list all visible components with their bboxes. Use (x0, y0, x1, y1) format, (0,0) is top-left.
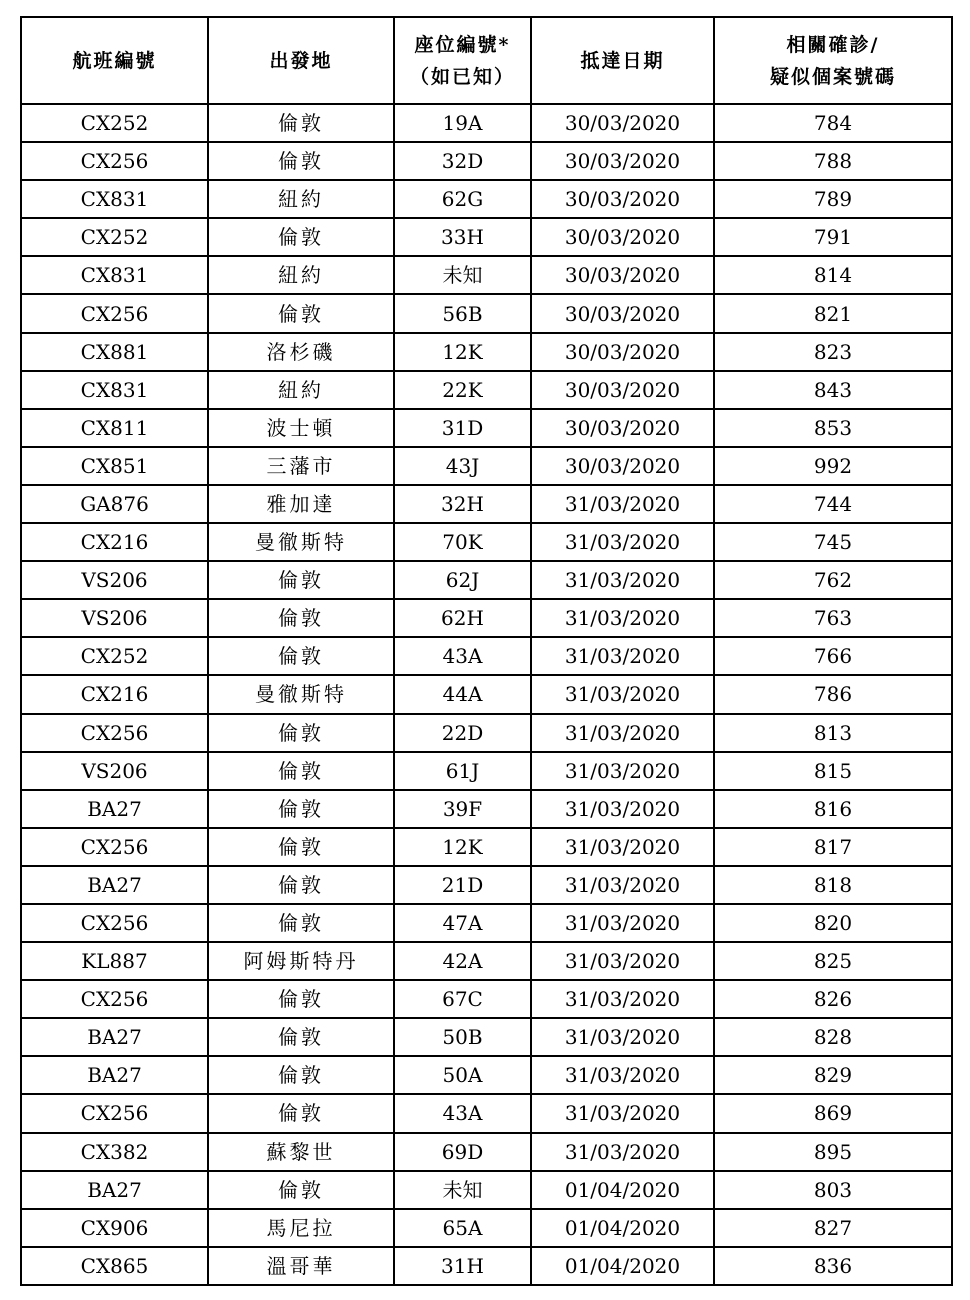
table-row (21, 104, 952, 142)
table-row (21, 980, 952, 1018)
cell-date: 01/04/2020 (531, 1171, 714, 1209)
header-arrival-date: 抵達日期 (531, 17, 714, 104)
cell-seat: 43J (394, 447, 531, 485)
cell-seat: 50B (394, 1018, 531, 1056)
cell-origin: 阿姆斯特丹 (208, 942, 394, 980)
cell-origin: 倫敦 (208, 637, 394, 675)
table-row (21, 1133, 952, 1171)
cell-origin: 洛杉磯 (208, 333, 394, 371)
cell-case: 789 (714, 180, 952, 218)
table-row (21, 294, 952, 332)
flight-case-table (20, 16, 953, 1286)
cell-origin: 倫敦 (208, 1018, 394, 1056)
cell-date: 31/03/2020 (531, 523, 714, 561)
cell-date: 31/03/2020 (531, 1094, 714, 1132)
cell-origin: 倫敦 (208, 1056, 394, 1094)
cell-case: 816 (714, 790, 952, 828)
table-row (21, 523, 952, 561)
cell-case: 843 (714, 371, 952, 409)
table-row (21, 752, 952, 790)
cell-case: 762 (714, 561, 952, 599)
cell-date: 31/03/2020 (531, 599, 714, 637)
cell-flight: BA27 (21, 790, 208, 828)
cell-date: 30/03/2020 (531, 218, 714, 256)
cell-date: 31/03/2020 (531, 1133, 714, 1171)
cell-seat: 未知 (394, 1171, 531, 1209)
cell-case: 803 (714, 1171, 952, 1209)
cell-flight: CX252 (21, 637, 208, 675)
cell-seat: 未知 (394, 256, 531, 294)
cell-date: 30/03/2020 (531, 142, 714, 180)
cell-seat: 43A (394, 1094, 531, 1132)
cell-seat: 62G (394, 180, 531, 218)
cell-flight: CX216 (21, 675, 208, 713)
cell-flight: BA27 (21, 1018, 208, 1056)
cell-origin: 波士頓 (208, 409, 394, 447)
cell-case: 817 (714, 828, 952, 866)
cell-date: 31/03/2020 (531, 1056, 714, 1094)
cell-flight: CX256 (21, 828, 208, 866)
cell-seat: 12K (394, 828, 531, 866)
cell-date: 30/03/2020 (531, 180, 714, 218)
cell-date: 31/03/2020 (531, 485, 714, 523)
cell-date: 30/03/2020 (531, 447, 714, 485)
cell-flight: CX252 (21, 104, 208, 142)
cell-flight: CX256 (21, 142, 208, 180)
cell-origin: 曼徹斯特 (208, 675, 394, 713)
cell-origin: 倫敦 (208, 904, 394, 942)
cell-seat: 50A (394, 1056, 531, 1094)
cell-case: 815 (714, 752, 952, 790)
table-header (21, 17, 952, 104)
cell-flight: CX256 (21, 904, 208, 942)
cell-seat: 33H (394, 218, 531, 256)
cell-case: 823 (714, 333, 952, 371)
table-row (21, 180, 952, 218)
cell-date: 31/03/2020 (531, 714, 714, 752)
cell-seat: 21D (394, 866, 531, 904)
cell-case: 992 (714, 447, 952, 485)
table-row (21, 1209, 952, 1247)
cell-case: 788 (714, 142, 952, 180)
table-row (21, 256, 952, 294)
cell-date: 31/03/2020 (531, 866, 714, 904)
cell-origin: 曼徹斯特 (208, 523, 394, 561)
cell-origin: 倫敦 (208, 218, 394, 256)
cell-case: 814 (714, 256, 952, 294)
cell-case: 820 (714, 904, 952, 942)
cell-flight: CX865 (21, 1247, 208, 1285)
cell-origin: 倫敦 (208, 1171, 394, 1209)
table-row (21, 790, 952, 828)
cell-seat: 39F (394, 790, 531, 828)
cell-flight: CX881 (21, 333, 208, 371)
cell-origin: 倫敦 (208, 752, 394, 790)
cell-seat: 65A (394, 1209, 531, 1247)
cell-origin: 三藩市 (208, 447, 394, 485)
cell-date: 31/03/2020 (531, 752, 714, 790)
cell-flight: CX851 (21, 447, 208, 485)
table-row (21, 218, 952, 256)
cell-flight: CX256 (21, 980, 208, 1018)
table-row (21, 942, 952, 980)
cell-flight: CX382 (21, 1133, 208, 1171)
cell-seat: 70K (394, 523, 531, 561)
cell-case: 853 (714, 409, 952, 447)
cell-flight: BA27 (21, 866, 208, 904)
cell-flight: VS206 (21, 752, 208, 790)
table-row (21, 599, 952, 637)
cell-seat: 43A (394, 637, 531, 675)
cell-case: 766 (714, 637, 952, 675)
cell-seat: 44A (394, 675, 531, 713)
cell-flight: BA27 (21, 1056, 208, 1094)
cell-flight: VS206 (21, 561, 208, 599)
cell-case: 827 (714, 1209, 952, 1247)
table-row (21, 828, 952, 866)
cell-flight: BA27 (21, 1171, 208, 1209)
cell-origin: 倫敦 (208, 714, 394, 752)
table-row (21, 866, 952, 904)
cell-case: 763 (714, 599, 952, 637)
table-row (21, 333, 952, 371)
cell-flight: GA876 (21, 485, 208, 523)
cell-date: 01/04/2020 (531, 1209, 714, 1247)
cell-date: 30/03/2020 (531, 409, 714, 447)
table-row (21, 904, 952, 942)
cell-case: 821 (714, 294, 952, 332)
table-row (21, 447, 952, 485)
cell-origin: 溫哥華 (208, 1247, 394, 1285)
cell-origin: 倫敦 (208, 980, 394, 1018)
cell-case: 826 (714, 980, 952, 1018)
table-row (21, 637, 952, 675)
cell-origin: 倫敦 (208, 599, 394, 637)
cell-case: 829 (714, 1056, 952, 1094)
cell-flight: CX256 (21, 714, 208, 752)
cell-origin: 馬尼拉 (208, 1209, 394, 1247)
cell-date: 01/04/2020 (531, 1247, 714, 1285)
cell-seat: 56B (394, 294, 531, 332)
cell-origin: 倫敦 (208, 828, 394, 866)
header-origin: 出發地 (208, 17, 394, 104)
cell-case: 836 (714, 1247, 952, 1285)
cell-date: 31/03/2020 (531, 1018, 714, 1056)
cell-date: 31/03/2020 (531, 561, 714, 599)
cell-origin: 倫敦 (208, 104, 394, 142)
cell-seat: 31H (394, 1247, 531, 1285)
cell-date: 31/03/2020 (531, 637, 714, 675)
cell-seat: 19A (394, 104, 531, 142)
cell-seat: 42A (394, 942, 531, 980)
cell-origin: 紐約 (208, 180, 394, 218)
cell-flight: CX831 (21, 371, 208, 409)
cell-date: 31/03/2020 (531, 675, 714, 713)
table-row (21, 485, 952, 523)
table-row (21, 142, 952, 180)
cell-date: 30/03/2020 (531, 371, 714, 409)
cell-seat: 67C (394, 980, 531, 1018)
cell-case: 828 (714, 1018, 952, 1056)
header-case-number (714, 17, 952, 104)
cell-date: 30/03/2020 (531, 256, 714, 294)
table-row (21, 371, 952, 409)
cell-case: 744 (714, 485, 952, 523)
cell-flight: CX216 (21, 523, 208, 561)
cell-seat: 62J (394, 561, 531, 599)
cell-origin: 雅加達 (208, 485, 394, 523)
cell-case: 818 (714, 866, 952, 904)
cell-origin: 倫敦 (208, 866, 394, 904)
cell-date: 30/03/2020 (531, 294, 714, 332)
cell-seat: 31D (394, 409, 531, 447)
table-row (21, 675, 952, 713)
cell-case: 869 (714, 1094, 952, 1132)
table-row (21, 1171, 952, 1209)
cell-case: 791 (714, 218, 952, 256)
cell-seat: 32H (394, 485, 531, 523)
cell-seat: 62H (394, 599, 531, 637)
cell-origin: 倫敦 (208, 1094, 394, 1132)
cell-seat: 47A (394, 904, 531, 942)
cell-case: 745 (714, 523, 952, 561)
cell-date: 31/03/2020 (531, 790, 714, 828)
table-row (21, 714, 952, 752)
table-row (21, 1247, 952, 1285)
cell-case: 786 (714, 675, 952, 713)
table-row (21, 409, 952, 447)
cell-origin: 紐約 (208, 256, 394, 294)
cell-flight: CX811 (21, 409, 208, 447)
header-case-line2: 疑似個案號碼 (769, 65, 896, 88)
cell-seat: 69D (394, 1133, 531, 1171)
cell-case: 813 (714, 714, 952, 752)
cell-case: 784 (714, 104, 952, 142)
cell-origin: 倫敦 (208, 294, 394, 332)
cell-date: 31/03/2020 (531, 904, 714, 942)
cell-flight: CX252 (21, 218, 208, 256)
table-body (21, 104, 952, 1285)
cell-origin: 蘇黎世 (208, 1133, 394, 1171)
table-row (21, 1018, 952, 1056)
cell-seat: 22D (394, 714, 531, 752)
table-row (21, 1056, 952, 1094)
header-flight-no: 航班編號 (21, 17, 208, 104)
cell-flight: CX831 (21, 180, 208, 218)
header-seat (394, 17, 531, 104)
cell-origin: 倫敦 (208, 790, 394, 828)
cell-flight: KL887 (21, 942, 208, 980)
cell-case: 825 (714, 942, 952, 980)
cell-case: 895 (714, 1133, 952, 1171)
cell-flight: CX906 (21, 1209, 208, 1247)
cell-date: 30/03/2020 (531, 104, 714, 142)
cell-flight: CX831 (21, 256, 208, 294)
cell-origin: 紐約 (208, 371, 394, 409)
cell-seat: 32D (394, 142, 531, 180)
cell-origin: 倫敦 (208, 561, 394, 599)
cell-date: 31/03/2020 (531, 942, 714, 980)
header-seat-line1: 座位編號* (414, 33, 511, 56)
header-row (21, 17, 952, 104)
table-row (21, 1094, 952, 1132)
header-seat-line2: （如已知） (409, 65, 515, 88)
cell-flight: CX256 (21, 1094, 208, 1132)
cell-date: 31/03/2020 (531, 980, 714, 1018)
cell-date: 30/03/2020 (531, 333, 714, 371)
table-row (21, 561, 952, 599)
cell-seat: 22K (394, 371, 531, 409)
cell-flight: CX256 (21, 294, 208, 332)
cell-date: 31/03/2020 (531, 828, 714, 866)
cell-origin: 倫敦 (208, 142, 394, 180)
header-case-line1: 相關確診/ (786, 33, 880, 56)
cell-seat: 61J (394, 752, 531, 790)
cell-seat: 12K (394, 333, 531, 371)
cell-flight: VS206 (21, 599, 208, 637)
